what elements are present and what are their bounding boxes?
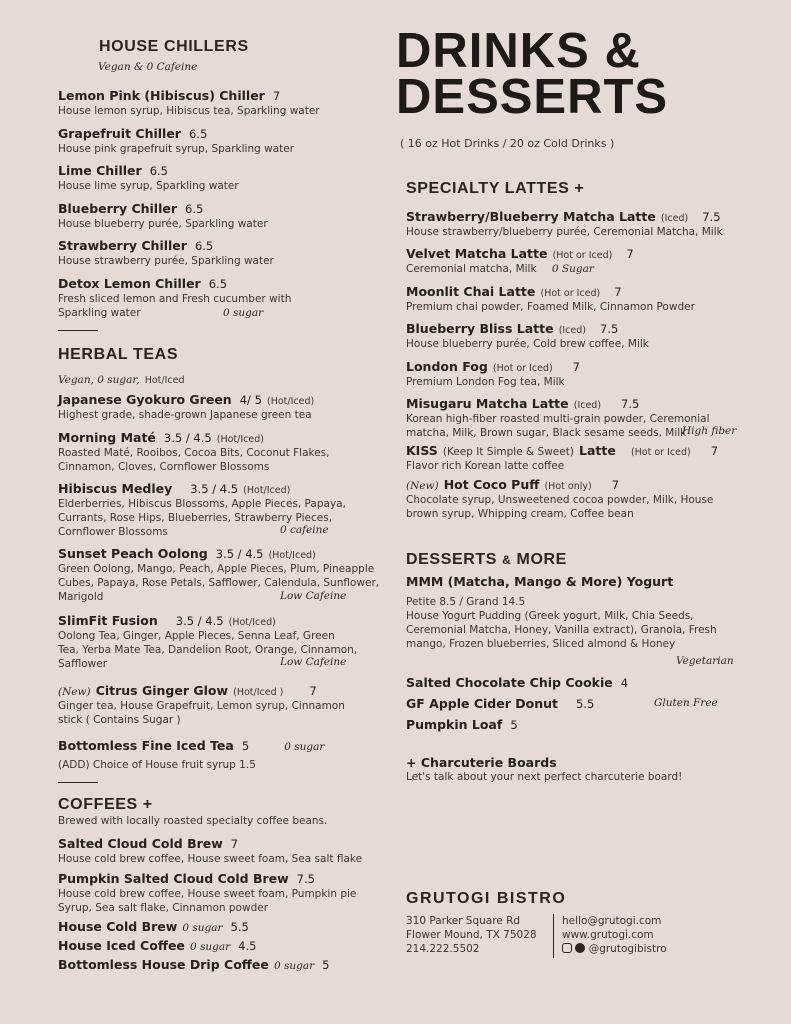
specialty-lattes-title: SPECIALTY LATTES + [406,180,585,197]
menu-item: (New) Citrus Ginger Glow (Hot/Iced ) 7 Ginger tea, House Grapefruit, Lemon syrup, Cinnamon stick ( Contains Sugar ) [58,683,345,726]
section-divider [58,330,98,331]
menu-item: Lemon Pink (Hibiscus) Chiller 7 House lemon syrup, Hibiscus tea, Sparkling water [58,88,320,117]
menu-item: Strawberry Chiller 6.5 House strawberry purée, Sparkling water [58,238,274,267]
menu-item: Sunset Peach Oolong 3.5 / 4.5 (Hot/Iced) Green Oolong, Mango, Peach, Apple Pieces, Plum, Pineapple Cubes, Papaya, Rose Petals, Safflower, Calendula, Sunflower, Marigold [58,546,380,603]
menu-item: Misugaru Matcha Latte (Iced) 7.5 Korean high-fiber roasted multi-grain powder, Ceremonial matcha, Milk, Brown sugar, Black sesame seeds, Milk [406,396,710,439]
menu-item: Strawberry/Blueberry Matcha Latte (Iced) 7.5 House strawberry/blueberry purée, Ceremonial Matcha, Milk [406,209,723,238]
menu-item: Hibiscus Medley 3.5 / 4.5 (Hot/Iced) Elderberries, Hibiscus Blossoms, Apple Pieces, Papaya, Currants, Rose Hips, Blueberries, Strawberry Pieces, Cornflower Blossoms [58,481,346,538]
website-link[interactable]: www.grutogi.com [562,929,654,941]
coffees-subtitle: Brewed with locally roasted specialty coffee beans. [58,815,328,827]
herbal-teas-title: HERBAL TEAS [58,346,179,363]
menu-item: Salted Chocolate Chip Cookie 4 [406,675,629,690]
menu-item: MMM (Matcha, Mango & More) Yogurt Petite 8.5 / Grand 14.5 House Yogurt Pudding (Greek yogurt, Milk, Chia Seeds, Ceremonial Matcha, Honey, Vanilla extract), Granola, Fresh mango, Frozen blueberries, Sliced almond & Honey [406,574,717,650]
menu-item: Japanese Gyokuro Green 4/ 5 (Hot/Iced) Highest grade, shade-grown Japanese green tea [58,392,315,421]
menu-item: Detox Lemon Chiller 6.5 Fresh sliced lemon and Fresh cucumber with Sparkling water [58,276,292,319]
drink-size-note: ( 16 oz Hot Drinks / 20 oz Cold Drinks ) [400,137,615,150]
menu-item: SlimFit Fusion 3.5 / 4.5 (Hot/Iced) Oolong Tea, Ginger, Apple Pieces, Senna Leaf, Green Tea, Yerba Mate Tea, Dandelion Root, Orange, Cinnamon, Safflower [58,613,358,670]
low-caffeine-note: Low Cafeine [280,656,347,668]
low-caffeine-note: Low Cafeine [280,590,347,602]
phone-number[interactable]: 214.222.5502 [406,943,480,955]
email-link[interactable]: hello@grutogi.com [562,915,662,927]
title-line-2: DESSERTS [396,70,669,124]
gluten-free-note: Gluten Free [654,697,718,709]
footer-divider [553,914,554,958]
menu-item: Grapefruit Chiller 6.5 House pink grapefruit syrup, Sparkling water [58,126,295,155]
vegetarian-note: Vegetarian [676,655,734,667]
menu-item: Salted Cloud Cold Brew 7 House cold brew coffee, House sweet foam, Sea salt flake [58,836,363,865]
menu-item: KISS (Keep It Simple & Sweet) Latte (Hot or Iced) 7 Flavor rich Korean latte coffee [406,443,719,472]
menu-item: Lime Chiller 6.5 House lime syrup, Sparkling water [58,163,239,192]
social-handle[interactable]: @grutogibistro [562,942,667,956]
high-fiber-note: High fiber [682,425,737,437]
title-line-1: DRINKS & [396,24,641,78]
charcuterie-boards: + Charcuterie Boards Let's talk about your next perfect charcuterie board! [406,755,683,783]
menu-item: (New) Hot Coco Puff (Hot only) 7 Chocolate syrup, Unsweetened cocoa powder, Milk, House brown syrup, Whipping cream, Coffee bean [406,477,714,520]
menu-item: Morning Maté 3.5 / 4.5 (Hot/Iced) Roasted Maté, Rooibos, Cocoa Bits, Coconut Flakes, Cinnamon, Cloves, Cornflower Blossoms [58,430,330,473]
contact-address [406,914,537,956]
zero-caffeine-note: 0 cafeine [280,524,329,536]
menu-item: Pumpkin Loaf 5 [406,717,518,732]
menu-item: Moonlit Chai Latte (Hot or Iced) 7 Premium chai powder, Foamed Milk, Cinnamon Powder [406,284,695,313]
section-divider [58,782,98,783]
bistro-name: GRUTOGI BISTRO [406,890,567,907]
menu-item: House Cold Brew 0 sugar 5.5 [58,919,249,934]
menu-item: Blueberry Chiller 6.5 House blueberry purée, Sparkling water [58,201,268,230]
herbal-teas-subtitle: Vegan, 0 sugar, Hot/Iced [58,374,185,386]
menu-item: House Iced Coffee 0 sugar 4.5 [58,938,257,953]
menu-item: Blueberry Bliss Latte (Iced) 7.5 House blueberry purée, Cold brew coffee, Milk [406,321,649,350]
menu-item: Velvet Matcha Latte (Hot or Iced) 7 Ceremonial matcha, Milk 0 Sugar [406,246,634,275]
page-title [396,24,756,124]
menu-item: London Fog (Hot or Iced) 7 Premium London Fog tea, Milk [406,359,580,388]
facebook-icon [575,943,585,953]
menu-item: Pumpkin Salted Cloud Cold Brew 7.5 House cold brew coffee, House sweet foam, Pumpkin pie Syrup, Sea salt flake, Cinnamon powder [58,871,357,914]
address-line-2: Flower Mound, TX 75028 [406,929,537,941]
house-chillers-subtitle: Vegan & 0 Cafeine [98,61,198,73]
menu-item: GF Apple Cider Donut 5.5 [406,696,595,711]
contact-online [562,914,667,956]
house-chillers-title: HOUSE CHILLERS [99,38,249,55]
coffees-title: COFFEES + [58,796,153,813]
zero-sugar-note: 0 sugar [223,307,264,319]
desserts-title: DESSERTS & MORE [406,551,567,568]
address-line-1: 310 Parker Square Rd [406,915,521,927]
menu-item: Bottomless Fine Iced Tea 5 0 sugar (ADD) Choice of House fruit syrup 1.5 [58,738,325,771]
instagram-icon [562,943,572,953]
menu-item: Bottomless House Drip Coffee 0 sugar 5 [58,957,330,972]
